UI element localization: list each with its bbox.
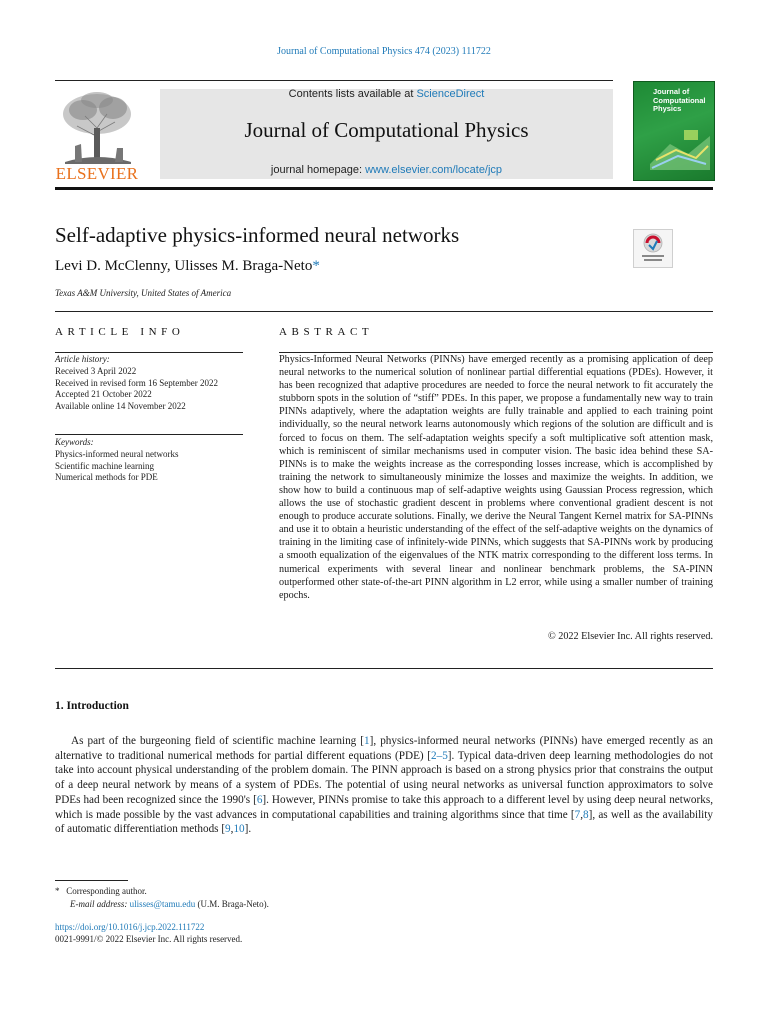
doi-url[interactable]: https://doi.org/10.1016/j.jcp.2022.111722 <box>55 922 205 932</box>
cover-title-line-2: Computational <box>653 95 706 105</box>
elsevier-wordmark: ELSEVIER <box>55 164 139 183</box>
header-thick-rule <box>55 187 713 190</box>
intro-text: As part of the burgeoning field of scientific machine learning [ <box>71 735 365 747</box>
article-title: Self-adaptive physics-informed neural networks <box>55 223 460 247</box>
abstract-heading: ABSTRACT <box>279 326 374 338</box>
authors <box>55 258 320 275</box>
history-online: Available online 14 November 2022 <box>55 401 186 412</box>
footnote-email <box>70 899 269 909</box>
homepage-prefix: journal homepage: <box>270 164 366 176</box>
cover-title <box>653 88 711 114</box>
issn-copyright: 0021-9991/© 2022 Elsevier Inc. All rights reserved. <box>55 934 243 944</box>
article-info-heading: ARTICLE INFO <box>55 326 185 338</box>
history-label: Article history: <box>55 354 110 364</box>
reference-link[interactable]: 9 <box>225 823 231 836</box>
intro-text: , <box>580 808 584 821</box>
contents-line <box>160 88 613 100</box>
article-history <box>55 354 243 413</box>
footnote-corresponding <box>55 886 147 896</box>
reference-link[interactable]: 10 <box>233 823 245 836</box>
introduction-paragraph <box>55 734 713 837</box>
intro-text: ], physics-informed neural networks (PINNs) have emerged recently as an alternative to traditional numerical methods for partial different equations (PDE) [ <box>55 735 714 762</box>
abstract-copyright: © 2022 Elsevier Inc. All rights reserved. <box>547 631 713 642</box>
keywords <box>55 437 243 484</box>
homepage-line <box>160 164 613 176</box>
intro-text: ]. Typical data-driven deep learning methodologies do not take into account physical understanding of the problem domain. The PINN approach is based on a strong physics prior that constrains the output of a deep neural network by means of a system of PDEs. The potential of using neural networks as universal function approximators to solve PDEs had been recognized since the 1990's [ <box>55 749 713 806</box>
intro-text: ]. However, PINNs promise to take this approach to a different level by using deep neural networks, which is made possible by the vast advances in computational capabilities and training algorithms since that time [ <box>55 793 713 821</box>
article-info-rule <box>55 352 243 353</box>
cover-title-line-1: Journal of <box>653 87 690 96</box>
email-label: E-mail address: <box>70 899 128 909</box>
footnote-rule <box>55 880 128 881</box>
check-for-updates-icon[interactable] <box>633 229 673 268</box>
doi-link[interactable] <box>55 922 204 932</box>
abstract-text: Physics-Informed Neural Networks (PINNs) have emerged recently as a promising application of deep neural networks to the numerical solution of nonlinear partial differential equations (PDEs). However, it has been recognized that adaptive procedures are needed to force the neural network to fit accurately the stubborn spots in the solution of “stiff” PDEs. In this paper, we propose a fundamentally new way to train PINNs adaptively, where the adaptation weights are fully trainable and applied to each training point individually, so the neural network learns autonomously which regions of the solution are difficult and is forced to focus on them. The self-adaptation weights specify a soft multiplicative soft attention mask, which is reminiscent of similar mechanisms used in computer vision. The basic idea behind these SA-PINNs is to make the weights increase as the corresponding losses increase, which is accomplished by training the network to simultaneously minimize the losses and maximize the weights. In addition, we show how to build a continuous map of self-adaptive weights using Gaussian Process regression, which allows the use of stochastic gradient descent in problems where conventional gradient descent is not enough to produce accurate solutions. Finally, we derive the Neural Tangent Kernel matrix for SA-PINNs and use it to obtain a heuristic understanding of the effect of the self-adaptive weights on the dynamics of training in the limiting case of infinitely-wide PINNs, which suggests that SA-PINNs work by producing a smooth equalization of the eigenvalues of the NTK matrix corresponding to the different loss terms. In numerical experiments with several linear and nonlinear benchmark problems, the SA-PINN outperformed other state-of-the-art PINN algorithm in L2 error, while using a smaller number of training epochs. <box>279 354 713 601</box>
affiliation: Texas A&M University, United States of America <box>55 288 232 298</box>
section-heading-introduction: 1. Introduction <box>55 700 129 712</box>
history-received: Received 3 April 2022 <box>55 365 137 376</box>
keywords-rule <box>55 434 243 435</box>
corresponding-author-note: Corresponding author. <box>66 886 147 896</box>
keyword-item: Physics-informed neural networks <box>55 448 179 459</box>
email-link[interactable]: ulisses@tamu.edu <box>129 899 196 909</box>
journal-citation[interactable]: Journal of Computational Physics 474 (2023) 111722 <box>277 46 491 57</box>
reference-link[interactable]: 8 <box>583 808 589 821</box>
header-top-rule <box>55 80 613 81</box>
history-accepted: Accepted 21 October 2022 <box>55 389 152 400</box>
keyword-item: Scientific machine learning <box>55 460 154 471</box>
journal-cover-image[interactable] <box>633 81 715 181</box>
corresponding-author-mark[interactable]: * <box>312 258 320 274</box>
keyword-item: Numerical methods for PDE <box>55 472 158 483</box>
reference-link[interactable]: 6 <box>256 793 263 806</box>
intro-text: ], as well as the availability of automatic differentiation methods [ <box>55 808 713 836</box>
reference-link[interactable]: 7 <box>574 808 581 821</box>
reference-link[interactable]: 2–5 <box>431 749 448 762</box>
history-revised: Received in revised form 16 September 2022 <box>55 377 218 388</box>
sciencedirect-link[interactable]: ScienceDirect <box>416 88 485 100</box>
email-owner: (U.M. Braga-Neto). <box>197 899 269 909</box>
author-names: Levi D. McClenny, Ulisses M. Braga-Neto <box>55 258 313 274</box>
title-block-rule <box>55 311 713 312</box>
cover-title-line-3: Physics <box>653 104 682 113</box>
homepage-link[interactable]: www.elsevier.com/locate/jcp <box>365 164 503 176</box>
reference-link[interactable]: 1 <box>364 735 370 747</box>
contents-prefix: Contents lists available at <box>288 88 417 100</box>
keywords-label: Keywords: <box>55 437 94 447</box>
abstract-end-rule <box>55 668 713 669</box>
footnote-mark: * <box>55 886 60 896</box>
intro-text: , <box>230 823 234 836</box>
journal-title: Journal of Computational Physics <box>244 118 529 142</box>
intro-text: ]. <box>244 823 252 836</box>
cover-artwork <box>648 124 712 176</box>
